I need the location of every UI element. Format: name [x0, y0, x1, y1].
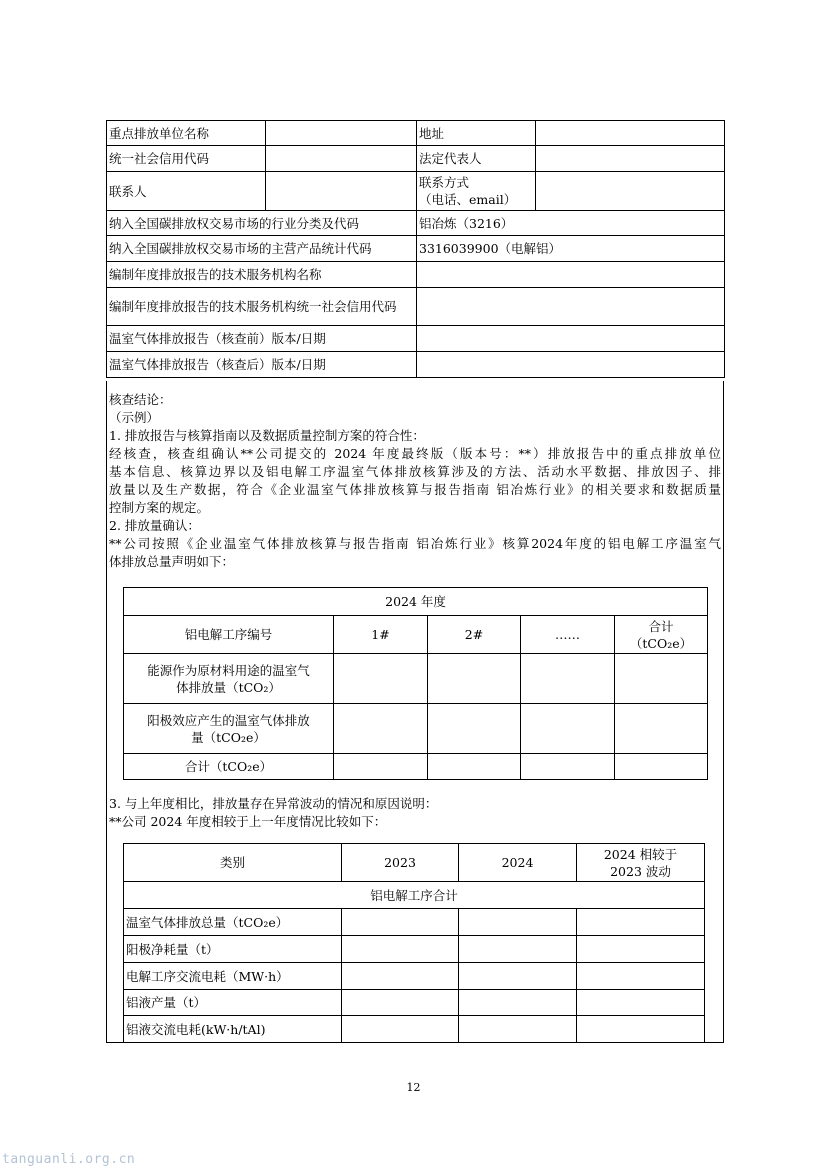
- year-2024-header: 2024: [459, 844, 577, 882]
- item1-line: 控制方案的规定。: [109, 500, 210, 515]
- info-row-report-after: [107, 352, 725, 378]
- contact-person-label: 联系人: [107, 172, 266, 211]
- legal-rep-label: 法定代表人: [417, 146, 536, 172]
- row-label-line1: 能源作为原材料用途的温室气: [147, 662, 310, 678]
- item1-line: 经核查，核查组确认**公司提交的 2024 年度最终版（版本号：**）排放报告中的重点排放单位: [109, 446, 721, 461]
- column-header: 1#: [334, 616, 428, 654]
- section-title: 铝电解工序合计: [124, 882, 705, 909]
- value-cell: [428, 754, 521, 780]
- row-label: 铝液交流电耗(kW·h/tAl): [124, 1016, 342, 1043]
- report-after-value: [417, 352, 725, 378]
- value-cell: [615, 654, 708, 704]
- table-row: [124, 1016, 705, 1043]
- item3-line: **公司 2024 年度相较于上一年度情况比较如下：: [109, 814, 387, 829]
- category-header: 类别: [124, 844, 342, 882]
- agency-name-value: [417, 262, 725, 288]
- row-label: 温室气体排放总量（tCO₂e）: [124, 909, 342, 936]
- value-cell: [615, 754, 708, 780]
- value-cell: [459, 909, 577, 936]
- row-label: 合计（tCO₂e）: [124, 754, 334, 780]
- value-cell: [342, 909, 459, 936]
- value-cell: [577, 990, 705, 1016]
- value-cell: [577, 936, 705, 963]
- value-cell: [577, 963, 705, 990]
- table-row: [124, 963, 705, 990]
- item1-title: 1. 排放报告与核算指南以及数据质量控制方案的符合性：: [109, 428, 425, 443]
- conclusion-heading: 核查结论：: [109, 392, 172, 407]
- row-label: 电解工序交流电耗（MW·h）: [124, 963, 342, 990]
- agency-code-label: 编制年度排放报告的技术服务机构统一社会信用代码: [107, 288, 417, 326]
- table-row: [124, 909, 705, 936]
- value-cell: [342, 963, 459, 990]
- table-row: [124, 654, 708, 704]
- report-before-value: [417, 326, 725, 352]
- product-code-label: 纳入全国碳排放权交易市场的主营产品统计代码: [107, 236, 417, 262]
- column-header: ……: [521, 616, 615, 654]
- agency-code-value: [417, 288, 725, 326]
- item2-line: **公司按照《企业温室气体排放核算与报告指南 铝冶炼行业》核算2024年度的铝电解工序温室气: [109, 536, 721, 551]
- comparison-header-row: [124, 844, 705, 882]
- total-header-line1: 合计: [648, 618, 674, 634]
- unit-name-value: [266, 121, 417, 146]
- item1-line: 放量以及生产数据，符合《企业温室气体排放核算与报告指南 铝冶炼行业》的相关要求和数据质量: [109, 482, 721, 497]
- contact-method-value: [536, 172, 725, 211]
- table-row: [124, 704, 708, 754]
- contact-person-value: [266, 172, 417, 211]
- product-code-value: 3316039900（电解铝）: [417, 236, 725, 262]
- agency-name-label: 编制年度排放报告的技术服务机构名称: [107, 262, 417, 288]
- info-row-credit-code: [107, 146, 725, 172]
- row-label: 铝液产量（t）: [124, 990, 342, 1016]
- value-cell: [577, 909, 705, 936]
- row-label: 阳极净耗量（t）: [124, 936, 342, 963]
- info-row-agency-name: [107, 262, 725, 288]
- table-row: [124, 990, 705, 1016]
- contact-method-line2: （电话、email）: [419, 192, 517, 207]
- row-label: [124, 704, 334, 754]
- contact-method-label: [417, 172, 536, 211]
- info-row-contact: [107, 172, 725, 211]
- value-cell: [577, 1016, 705, 1043]
- value-cell: [459, 963, 577, 990]
- value-cell: [334, 704, 428, 754]
- row-label-line2: 体排放量（tCO₂）: [176, 679, 281, 695]
- value-cell: [428, 654, 521, 704]
- value-cell: [459, 990, 577, 1016]
- emission-header-row: [124, 616, 708, 654]
- row-label-line2: 量（tCO₂e）: [191, 729, 266, 745]
- report-before-label: 温室气体排放报告（核查前）版本/日期: [107, 326, 417, 352]
- value-cell: [459, 1016, 577, 1043]
- year-2023-header: 2023: [342, 844, 459, 882]
- address-label: 地址: [417, 121, 536, 146]
- example-note: （示例）: [109, 410, 160, 425]
- comparison-table: [123, 843, 705, 1043]
- fluctuation-header-line1: 2024 相较于: [603, 846, 678, 862]
- table-row: [124, 754, 708, 780]
- value-cell: [615, 704, 708, 754]
- year-header: 2024 年度: [124, 588, 708, 616]
- value-cell: [521, 704, 615, 754]
- row-label: [124, 654, 334, 704]
- comparison-section-row: [124, 882, 705, 909]
- item2-line: 体排放总量声明如下：: [109, 554, 235, 569]
- info-row-report-before: [107, 326, 725, 352]
- credit-code-value: [266, 146, 417, 172]
- item1-line: 基本信息、核算边界以及铝电解工序温室气体排放核算涉及的方法、活动水平数据、排放因子、排: [109, 464, 721, 479]
- credit-code-label: 统一社会信用代码: [107, 146, 266, 172]
- info-row-agency-code: [107, 288, 725, 326]
- item3-title: 3. 与上年度相比，排放量存在异常波动的情况和原因说明：: [109, 796, 438, 811]
- report-after-label: 温室气体排放报告（核查后）版本/日期: [107, 352, 417, 378]
- process-number-header: 铝电解工序编号: [124, 616, 334, 654]
- info-row-unit-name: [107, 121, 725, 146]
- item2-title: 2. 排放量确认：: [109, 518, 200, 533]
- fluctuation-header: [577, 844, 705, 882]
- table-row: [124, 936, 705, 963]
- address-value: [536, 121, 725, 146]
- legal-rep-value: [536, 146, 725, 172]
- value-cell: [342, 1016, 459, 1043]
- fluctuation-header-line2: 2023 波动: [610, 863, 671, 879]
- page-number: 12: [406, 1081, 421, 1094]
- row-label-line1: 阳极效应产生的温室气体排放: [147, 712, 310, 728]
- unit-name-label: 重点排放单位名称: [107, 121, 266, 146]
- emission-table: [123, 587, 708, 780]
- watermark: tanguanli.org.cn: [2, 1152, 136, 1167]
- value-cell: [334, 654, 428, 704]
- total-header-line2: （tCO₂e）: [629, 635, 693, 651]
- info-row-product-code: [107, 236, 725, 262]
- column-header: 2#: [428, 616, 521, 654]
- value-cell: [334, 754, 428, 780]
- value-cell: [342, 936, 459, 963]
- basic-info-table: [106, 120, 725, 378]
- value-cell: [521, 754, 615, 780]
- total-column-header: [615, 616, 708, 654]
- info-row-industry: [107, 211, 725, 236]
- value-cell: [521, 654, 615, 704]
- industry-value: 铝冶炼（3216）: [417, 211, 725, 236]
- industry-label: 纳入全国碳排放权交易市场的行业分类及代码: [107, 211, 417, 236]
- value-cell: [459, 936, 577, 963]
- emission-year-row: [124, 588, 708, 616]
- value-cell: [428, 704, 521, 754]
- value-cell: [342, 990, 459, 1016]
- contact-method-line1: 联系方式: [419, 175, 470, 190]
